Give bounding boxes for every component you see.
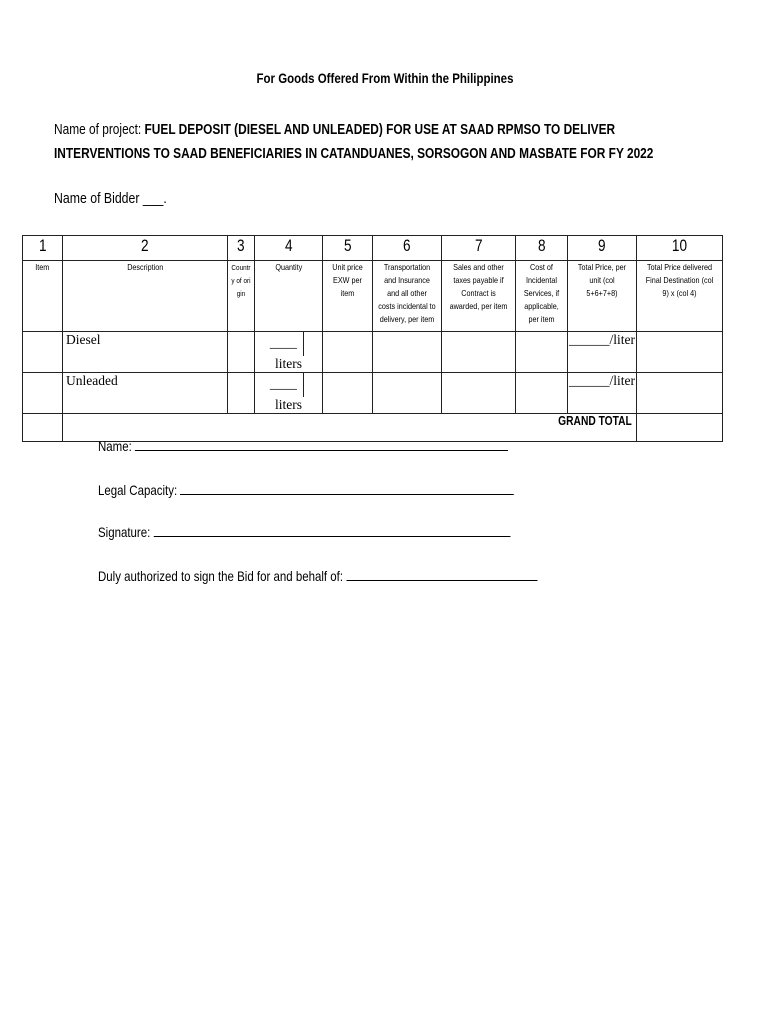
col-num: 5 — [323, 236, 373, 261]
col-num: 3 — [228, 236, 255, 261]
capacity-input-line[interactable] — [180, 482, 514, 495]
project-name — [54, 118, 710, 166]
signature-sign-line — [98, 524, 510, 540]
price-unit: /liter — [609, 332, 635, 347]
cell-total-unit[interactable] — [568, 373, 637, 414]
header-country: Country of origin — [228, 261, 255, 332]
cell-transport[interactable] — [373, 332, 442, 373]
cell-description: Unleaded — [63, 373, 228, 414]
header-incidental: Cost of Incidental Services, if applicable, per item — [516, 261, 568, 332]
col-num: 4 — [255, 236, 323, 261]
header-unit-price: Unit price EXW per item — [323, 261, 373, 332]
authorized-label: Duly authorized to sign the Bid for and behalf of: — [98, 568, 344, 584]
cell-total-delivered[interactable] — [637, 332, 723, 373]
col-num: 7 — [442, 236, 516, 261]
price-unit: /liter — [609, 373, 635, 388]
qty-unit: liters — [275, 397, 302, 412]
header-total-unit: Total Price, per unit (col 5+6+7+8) — [568, 261, 637, 332]
cell-total-unit[interactable] — [568, 332, 637, 373]
bid-table — [22, 235, 723, 442]
cell-unit-price[interactable] — [323, 332, 373, 373]
cell-incidental[interactable] — [516, 332, 568, 373]
qty-unit: liters — [275, 356, 302, 371]
signature-label: Signature: — [98, 524, 151, 540]
cell-taxes[interactable] — [442, 332, 516, 373]
cell-quantity[interactable] — [255, 332, 323, 373]
authorized-input-line[interactable] — [346, 568, 537, 581]
grand-total-value[interactable] — [637, 414, 723, 442]
grand-total-label: GRAND TOTAL — [63, 414, 637, 442]
cell-country[interactable] — [228, 373, 255, 414]
col-num: 6 — [373, 236, 442, 261]
header-description: Description — [63, 261, 228, 332]
table-row — [23, 332, 723, 373]
page-heading: For Goods Offered From Within the Philippines — [256, 70, 514, 86]
price-blank[interactable]: ______ — [569, 332, 610, 347]
cell-transport[interactable] — [373, 373, 442, 414]
bidder-name — [54, 190, 167, 207]
cell-incidental[interactable] — [516, 373, 568, 414]
qty-blank[interactable]: ____ — [269, 335, 297, 351]
name-input-line[interactable] — [135, 438, 508, 451]
cell-item[interactable] — [23, 373, 63, 414]
signature-input-line[interactable] — [154, 524, 511, 537]
qty-blank[interactable]: ____ — [269, 376, 297, 392]
table-row — [23, 373, 723, 414]
header-transport: Transportation and Insurance and all other costs incidental to delivery, per item — [373, 261, 442, 332]
signature-capacity-line — [98, 482, 514, 498]
name-label: Name: — [98, 438, 132, 454]
col-num: 8 — [516, 236, 568, 261]
grand-blank-cell — [23, 414, 63, 442]
cell-country[interactable] — [228, 332, 255, 373]
col-num: 1 — [23, 236, 63, 261]
project-value: FUEL DEPOSIT (DIESEL AND UNLEADED) FOR USE AT SAAD RPMSO TO DELIVER INTERVENTIONS TO SAAD BENEFICIARIES IN CATANDUANES, SORSOGON AND MASBATE FOR FY 2022 — [54, 122, 654, 162]
project-label: Name of project: — [54, 122, 142, 138]
cell-unit-price[interactable] — [323, 373, 373, 414]
col-num: 2 — [63, 236, 228, 261]
cell-total-delivered[interactable] — [637, 373, 723, 414]
header-total-delivered: Total Price delivered Final Destination (col 9) x (col 4) — [637, 261, 723, 332]
cell-description: Diesel — [63, 332, 228, 373]
col-num: 10 — [637, 236, 723, 261]
col-num: 9 — [568, 236, 637, 261]
cell-item[interactable] — [23, 332, 63, 373]
cell-taxes[interactable] — [442, 373, 516, 414]
price-blank[interactable]: ______ — [569, 373, 610, 388]
cell-quantity[interactable] — [255, 373, 323, 414]
column-header-row — [23, 261, 723, 332]
header-item: Item — [23, 261, 63, 332]
bidder-label: Name of Bidder — [54, 190, 140, 207]
column-number-row — [23, 236, 723, 261]
header-quantity: Quantity — [255, 261, 323, 332]
bidder-blank[interactable]: ___. — [142, 190, 167, 207]
signature-authorized-line — [98, 568, 537, 584]
capacity-label: Legal Capacity: — [98, 482, 178, 498]
signature-name-line — [98, 438, 508, 454]
header-taxes: Sales and other taxes payable if Contract is awarded, per item — [442, 261, 516, 332]
